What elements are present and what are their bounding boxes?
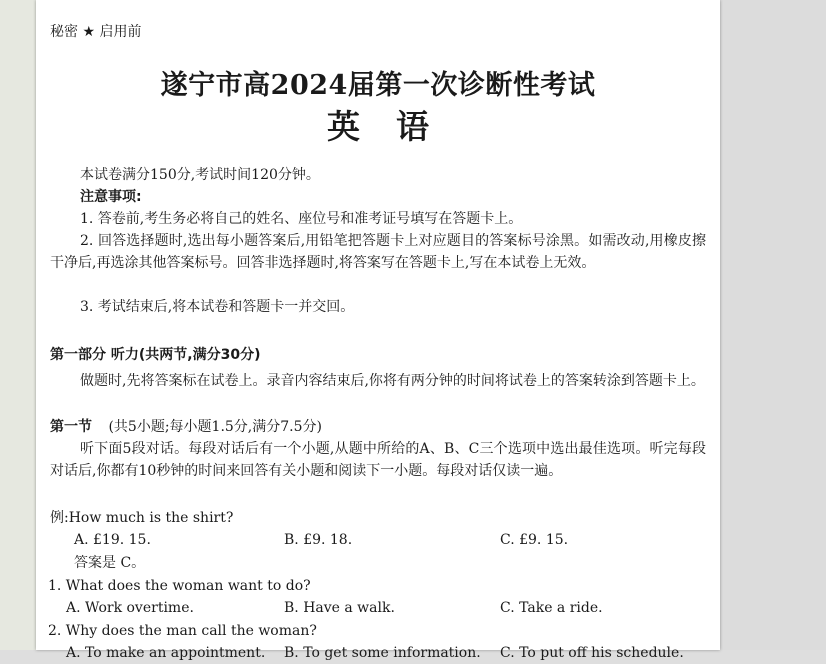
- notice-heading: 注意事项:: [80, 189, 142, 205]
- notice-item-1: 1. 答卷前,考生务必将自己的姓名、座位号和准考证号填写在答题卡上。: [80, 211, 523, 227]
- example-option-a: A. £19. 15.: [74, 532, 151, 548]
- question-1-option-a: A. Work overtime.: [66, 600, 194, 616]
- document-page: [36, 0, 720, 661]
- part1-heading: 第一部分 听力(共两节,满分30分): [50, 347, 261, 363]
- subject-title: 英语: [327, 107, 465, 146]
- section1-instruction: 听下面5段对话。每段对话后有一个小题,从题中所给的A、B、C三个选项中选出最佳选项。听完每段对话后,你都有10秒钟的时间来回答有关小题和阅读下一小题。每段对话仅读一遍。: [50, 441, 706, 479]
- question-1: 1. What does the woman want to do?: [48, 578, 311, 594]
- confidential-label: 秘密 ★ 启用前: [50, 24, 142, 40]
- part1-instruction: 做题时,先将答案标在试卷上。录音内容结束后,你将有两分钟的时间将试卷上的答案转涂到答题卡上。: [80, 373, 705, 389]
- example-answer: 答案是 C。: [74, 555, 146, 571]
- question-2-option-c: C. To put off his schedule.: [500, 645, 684, 661]
- question-2-option-a: A. To make an appointment.: [66, 645, 266, 661]
- question-2-option-b: B. To get some information.: [284, 645, 481, 661]
- question-1-option-c: C. Take a ride.: [500, 600, 603, 616]
- example-question: 例:How much is the shirt?: [50, 510, 234, 526]
- notice-item-3: 3. 考试结束后,将本试卷和答题卡一并交回。: [80, 299, 355, 315]
- section1-heading: 第一节: [50, 419, 92, 435]
- exam-title: 遂宁市高2024届第一次诊断性考试: [160, 70, 596, 101]
- question-2: 2. Why does the man call the woman?: [48, 623, 317, 639]
- example-option-c: C. £9. 15.: [500, 532, 569, 548]
- viewer-left-gutter: [0, 0, 36, 650]
- section1-meta: (共5小题;每小题1.5分,满分7.5分): [108, 419, 322, 435]
- question-1-option-b: B. Have a walk.: [284, 600, 395, 616]
- viewer-right-gutter: [720, 0, 826, 650]
- notice-item-2: 2. 回答选择题时,选出每小题答案后,用铅笔把答题卡上对应题目的答案标号涂黑。如需改动,用橡皮擦干净后,再选涂其他答案标号。回答非选择题时,将答案写在答题卡上,写在本试卷上无效。: [50, 233, 706, 271]
- section1-heading-row: [50, 416, 706, 438]
- score-time-text: 本试卷满分150分,考试时间120分钟。: [80, 167, 320, 183]
- example-option-b: B. £9. 18.: [284, 532, 353, 548]
